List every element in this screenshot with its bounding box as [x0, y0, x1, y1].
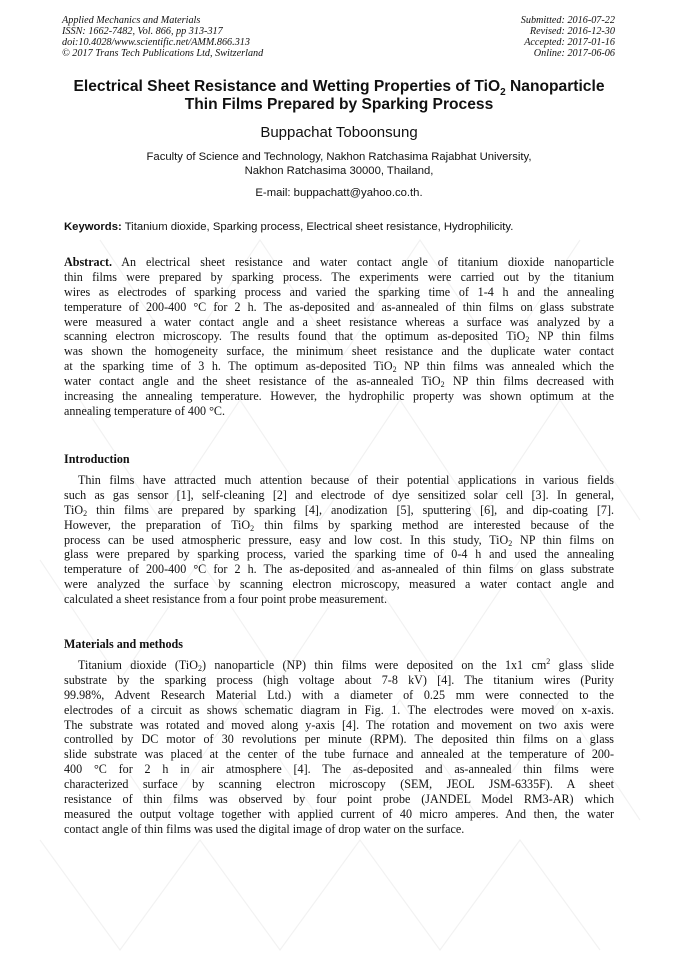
author-name: Buppachat Toboonsung [260, 124, 418, 141]
online-date: Online: 2017-06-06 [533, 48, 615, 59]
header-right [521, 15, 615, 59]
abstract: Abstract. An electrical sheet resistance and water contact angle of titanium dioxide nanoparticle thin films were prepared by sparking process. The experiments were carried out by the titanium wires as electrodes of sparking process and varied the sparking time of 1-4 h and the annealing temperature of 200-400 °C for 2 h. The as-deposited and as-annealed of thin films on glass substrate were measured a water contact angle and a sheet resistance whereas a surface was analyzed by a scanning electron microscopy. The results found that the optimum as-deposited TiO$_2$ NP thin films was shown the homogeneity surface, the minimum sheet resistance and the duplicate water contact at the sparking time of 3 h. The optimum as-deposited TiO$_2$ NP thin films was annealed which the water contact angle and the sheet resistance of the as-annealed TiO$_2$ NP thin films decreased with increasing the annealing temperature. However, the hydrophilic property was shown optimum at the annealing temperature of 400 °C. [64, 255, 614, 418]
issn-line: ISSN: 1662-7482, Vol. 866, pp 313-317 [62, 26, 223, 37]
accepted-date: Accepted: 2017-01-16 [524, 37, 615, 48]
keywords [64, 220, 624, 234]
introduction-heading: Introduction [64, 452, 130, 466]
methods-section: Titanium dioxide (TiO$_2$) nanoparticle (NP) thin films were deposited on the 1x1 $cm^2$ glass slide substrate by the sparking process (high voltage about 7-8 kV) [4]. The titanium wires (Purity 99.98%, Advent Research Material Ltd.) with a diameter of 0.25 mm were connected to the electrodes of a circuit as shows schematic diagram in Fig. 1. The electrodes were moved on x-axis. The substrate was rotated and moved along y-axis [4]. The rotation and movement on two axis were controlled by DC motor of 30 revolutions per minute (RPM). The deposited thin films on a glass slide substrate was placed at the center of the tube furnace and annealed at the temperature of 200- 400 °C for 2 h in air atmosphere [4]. The as-deposited and as-annealed thin films were characterized surface by scanning electron microscopy (SEM, JEOL JSM-6335F). A sheet resistance of thin films was observed by four point probe (JANDEL Model RM3-AR) which measured the output voltage together with applied current of 40 micro amperes. And then, the water contact angle of thin films was used the digital image of drop water on the surface. [64, 657, 614, 836]
affiliation: Faculty of Science and Technology, Nakhon Ratchasima Rajabhat University, Nakhon Ratchasima 30000, Thailand, [146, 151, 532, 177]
paper-title: Electrical Sheet Resistance and Wetting Properties of TiO$_2$ Nanoparticle Thin Films Prepared by Sparking Process [73, 78, 605, 113]
author-email: E-mail: buppachatt@yahoo.co.th. [255, 187, 423, 199]
submitted-date: Submitted: 2016-07-22 [520, 15, 615, 26]
copyright-line: © 2017 Trans Tech Publications Ltd, Switzerland [62, 48, 264, 59]
introduction-section: Thin films have attracted much attention because of their potential applications in various fields such as gas sensor [1], self-cleaning [2] and electrode of dye sensitized solar cell [3]. In general, TiO$_2$ thin films are prepared by sparking [4], anodization [5], sputtering [6], and dip-coating [7]. However, the preparation of TiO$_2$ thin films by sparking method are interested because of the process can be used atmospheric pressure, easy and low cost. In this study, TiO$_2$ NP thin films on glass were prepared by sparking process, varied the sparking time of 0-4 h and used the annealing temperature of 200-400 °C for 2 h. The as-deposited and as-annealed of thin films on glass substrate were analyzed the surface by scanning electron microscopy, measured a water contact angle and calculated a sheet resistance from a four point probe measurement. [64, 473, 614, 607]
revised-date: Revised: 2016-12-30 [529, 26, 615, 37]
keywords-text: Titanium dioxide, Sparking process, Electrical sheet resistance, Hydrophilicity. [121, 221, 514, 233]
header-left [62, 15, 263, 59]
keywords-label: Keywords: [64, 221, 122, 233]
methods-heading: Materials and methods [64, 637, 183, 651]
journal-name: Applied Mechanics and Materials [62, 15, 201, 26]
doi-line: doi:10.4028/www.scientific.net/AMM.866.313 [62, 37, 250, 48]
abstract-label: Abstract. [64, 255, 113, 269]
